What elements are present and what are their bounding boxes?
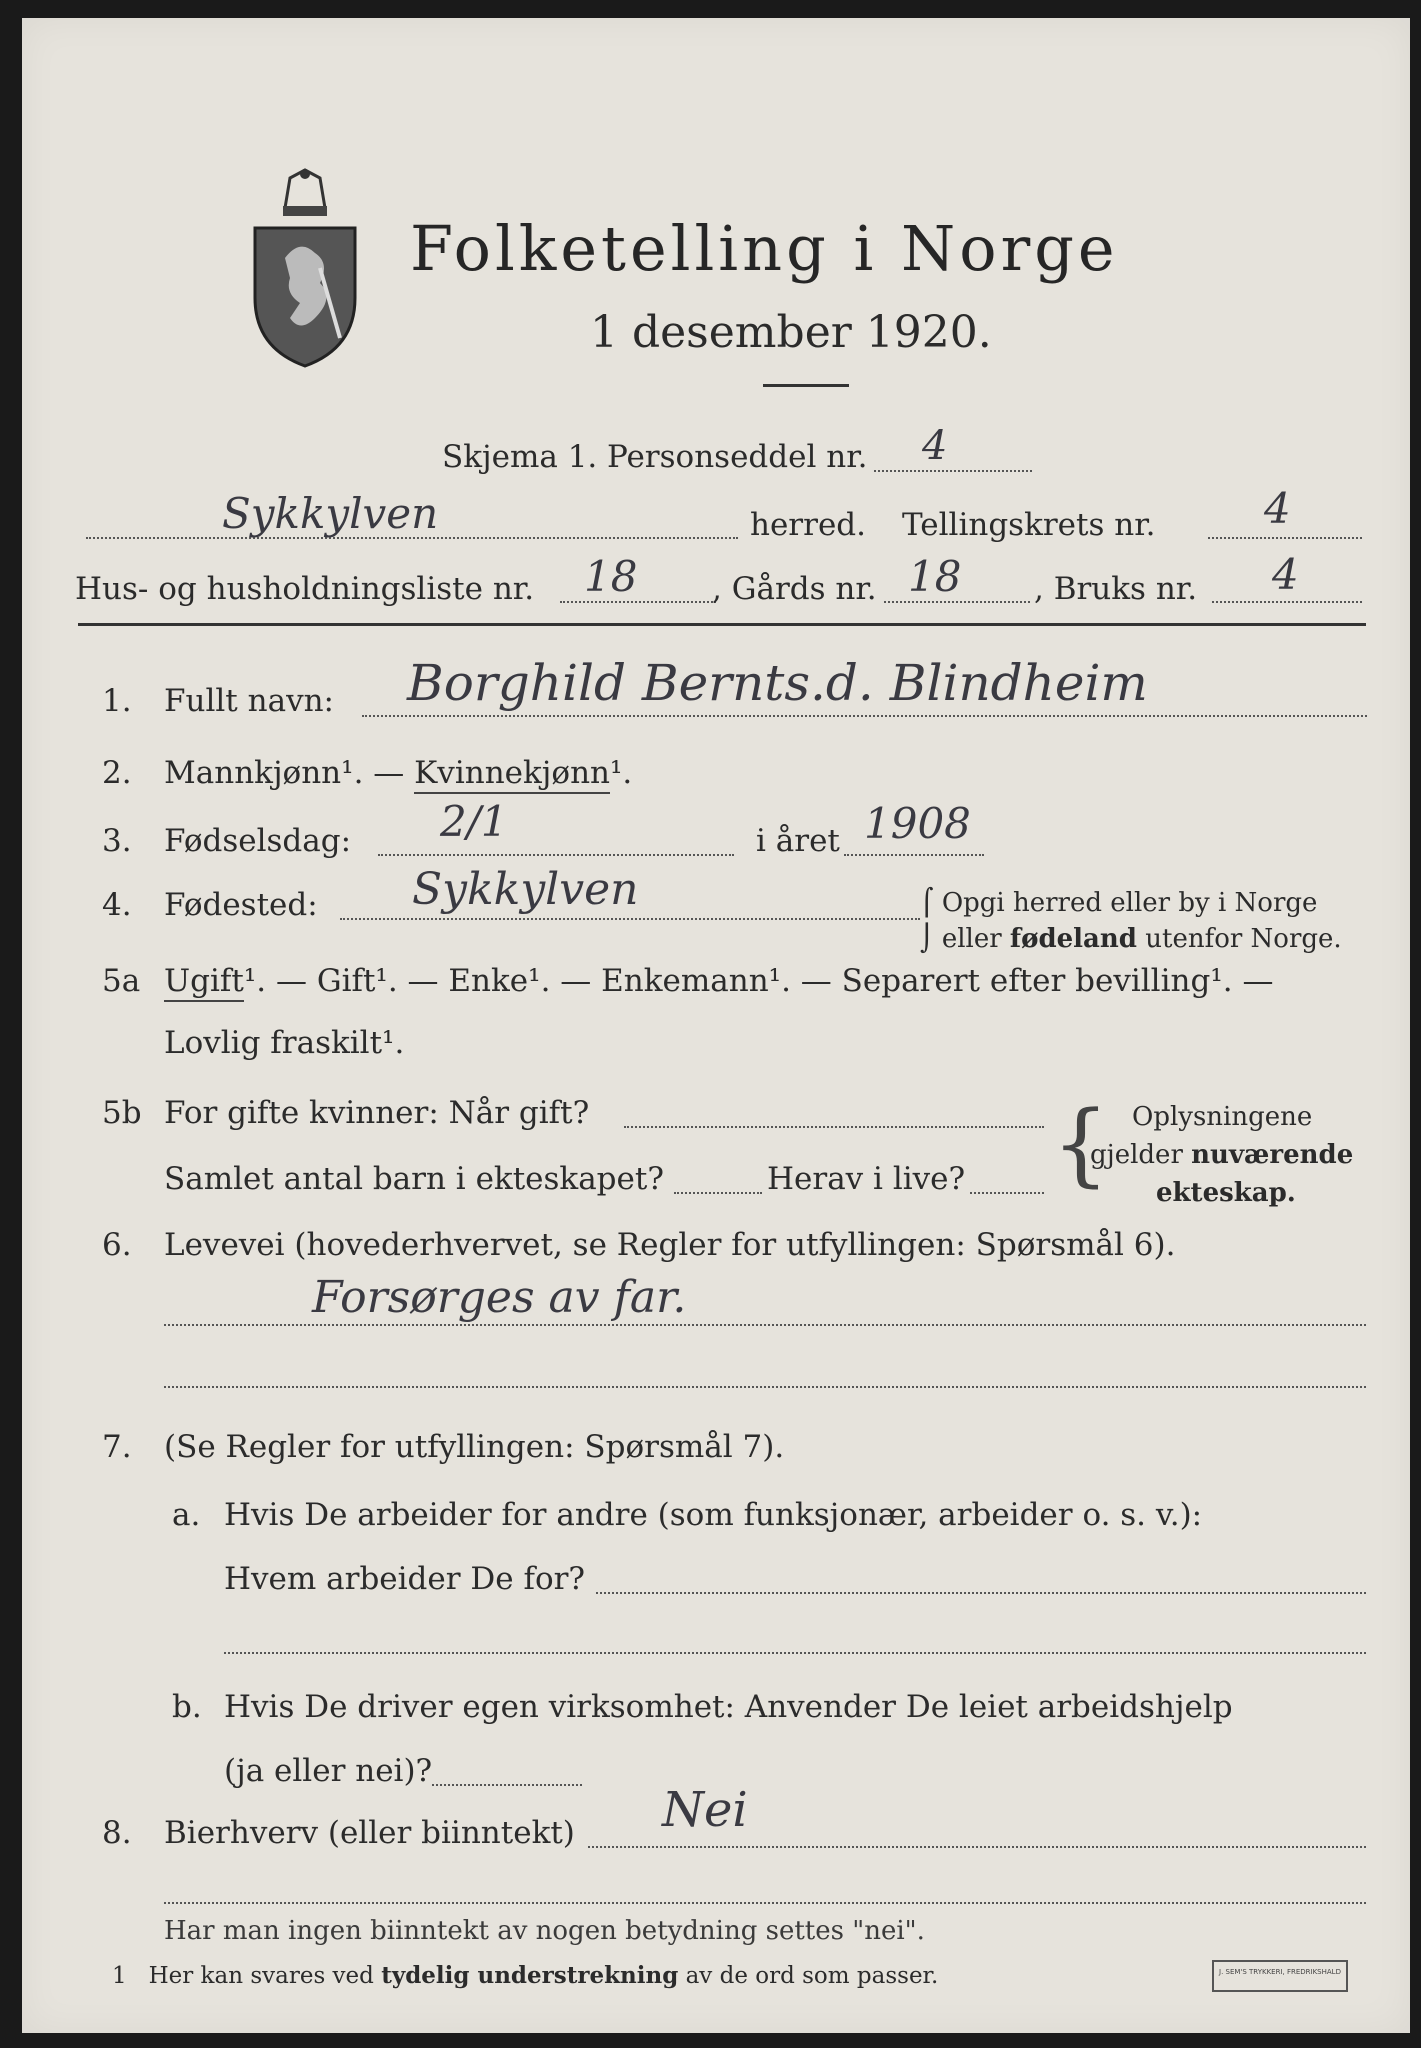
ugift-option-selected: Ugift [164,963,244,1002]
children-line [674,1192,762,1194]
q4-label: Fødested: [164,887,318,923]
side-income-line-2 [164,1902,1366,1904]
personseddel-line [874,470,1032,472]
q7b-question: (ja eller nei)? [224,1753,433,1789]
alive-line [970,1192,1044,1194]
side-income-line-1 [588,1846,1366,1848]
footnote: 1 Her kan svares ved tydelig understrekning av de ord som passer. [112,1962,939,1989]
bruks-value: 4 [1272,550,1299,599]
title-divider [763,384,849,387]
q4-number: 4. [102,887,132,923]
gards-value: 18 [908,552,962,601]
birthplace-value: Sykkylven [412,864,639,915]
q5b-note-2: gjelder nuværende [1090,1140,1354,1170]
hus-label: Hus- og husholdningsliste nr. [75,571,535,607]
q3-number: 3. [102,823,132,859]
bruks-label: , Bruks nr. [1034,571,1198,607]
q6-number: 6. [102,1227,132,1263]
q8-number: 8. [102,1815,132,1851]
herred-value: Sykkylven [222,489,439,538]
side-income-value: Nei [662,1782,748,1838]
q5b-children: Samlet antal barn i ekteskapet? [164,1161,664,1197]
birth-year-value: 1908 [864,799,971,848]
census-date: 1 desember 1920. [590,307,992,358]
q5a-options: Ugift¹. — Gift¹. — Enke¹. — Enkemann¹. — Separert efter bevilling¹. — [164,966,1273,997]
year-line [844,854,984,856]
q3-label: Fødselsdag: [164,823,352,859]
q6-label: Levevei (hovederhvervet, se Regler for utfyllingen: Spørsmål 6). [164,1227,1176,1263]
q5b-note-1: Oplysningene [1132,1102,1313,1132]
side-income-note: Har man ingen biinntekt av nogen betydning settes "nei". [164,1916,925,1946]
q5a-line2: Lovlig fraskilt¹. [164,1025,405,1061]
q7-number: 7. [102,1429,132,1465]
norwegian-coat-of-arms-icon [245,168,365,368]
q7a-label: Hvis De arbeider for andre (som funksjonær, arbeider o. s. v.): [224,1497,1203,1533]
q7b-label: Hvis De driver egen virksomhet: Anvender De leiet arbeidshjelp [224,1689,1233,1725]
hired-help-line [432,1784,582,1786]
q7a-question: Hvem arbeider De for? [224,1561,586,1597]
q2-number: 2. [102,755,132,791]
employer-line-1 [596,1592,1366,1594]
occupation-value: Forsørges av far. [312,1272,687,1323]
form-title: Folketelling i Norge [410,212,1119,285]
q8-label: Bierhverv (eller biinntekt) [164,1815,575,1851]
q5b-number: 5b [102,1095,142,1131]
q7a-number: a. [172,1497,201,1533]
herred-label: herred. [750,507,866,543]
q1-label: Fullt navn: [164,683,334,719]
when-married-line [624,1126,1044,1128]
birthday-line [378,854,734,856]
q7b-number: b. [172,1689,202,1725]
tellingskrets-line [1208,537,1362,539]
personseddel-value: 4 [922,423,948,469]
female-option-selected: Kvinnekjønn [414,755,610,794]
skjema-label: Skjema 1. [442,439,598,475]
q5b-when-married: For gifte kvinner: Når gift? [164,1095,590,1131]
gards-line [884,601,1030,603]
tellingskrets-label: Tellingskrets nr. [902,507,1156,543]
birthday-value: 2/1 [440,797,508,846]
birthplace-note-1: ⌠ Opgi herred eller by i Norge [920,888,1318,918]
occupation-line-1 [164,1324,1366,1326]
employer-line-2 [224,1652,1366,1654]
q1-number: 1. [102,683,132,719]
q5b-alive: Herav i live? [767,1161,966,1197]
birthplace-note-2: ⌡ eller fødeland utenfor Norge. [920,924,1342,954]
hus-line [560,601,716,603]
occupation-line-2 [164,1386,1366,1388]
q5b-brace: { [1052,1092,1110,1197]
q1-line [362,715,1367,717]
year-label: i året [756,823,840,859]
census-form-page [22,18,1410,2033]
q5a-number: 5a [102,963,141,999]
header-divider [78,623,1366,626]
birthplace-line [340,918,920,920]
q2-options: Mannkjønn¹. — Kvinnekjønn¹. [164,758,632,789]
full-name-value: Borghild Bernts.d. Blindheim [407,654,1148,712]
q5b-note-3: ekteskap. [1156,1178,1296,1208]
personseddel-label: Personseddel nr. [607,439,868,475]
printer-stamp: J. SEM'S TRYKKERI, FREDRIKSHALD [1212,1960,1348,1992]
tellingskrets-value: 4 [1264,484,1291,533]
bruks-line [1212,601,1362,603]
male-option: Mannkjønn¹. — [164,755,405,791]
hus-value: 18 [584,552,638,601]
gards-label: , Gårds nr. [712,571,877,607]
q7-label: (Se Regler for utfyllingen: Spørsmål 7). [164,1429,785,1465]
